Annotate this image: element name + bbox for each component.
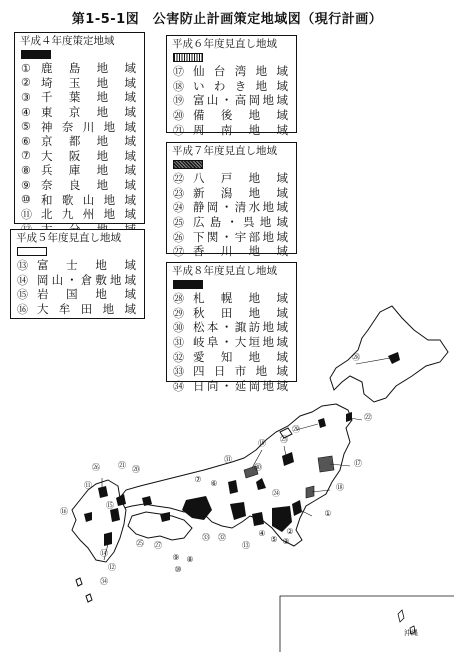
map-area-label: ㉖ — [92, 463, 100, 472]
legend-item-number: ⑱ — [173, 79, 184, 93]
map-area-label: ⑳ — [132, 465, 140, 474]
legend-item-number: ㉗ — [173, 245, 184, 259]
southern-islet — [86, 594, 92, 602]
map-area-label: ⑰ — [354, 459, 362, 468]
legend-item-name: 備 後 地 域 — [193, 108, 288, 123]
legend-item-number: ㉜ — [173, 350, 184, 364]
legend-item-name: 富 山 ・ 高 岡 地 域 — [193, 93, 288, 108]
map-area-label: ㉙ — [292, 425, 300, 434]
legend-item-name: 新 潟 地 域 — [193, 185, 288, 200]
legend-item-name: 周 南 地 域 — [193, 122, 288, 137]
map-area-label: ⑲ — [258, 439, 266, 448]
legend-item-name: 日 向 ・ 延 岡 地 域 — [193, 378, 288, 393]
legend-item-number: ㉙ — [173, 306, 184, 320]
legend-item-name: 広 島 ・ 呉 地 域 — [193, 215, 288, 230]
map-area-label: ㉜ — [218, 533, 226, 542]
legend-item-number: ⑤ — [21, 120, 31, 134]
legend-item-number: ⑮ — [17, 288, 28, 302]
legend-heading: 平成６年度見直し地域 — [172, 38, 277, 50]
legend-heading: 平成８年度見直し地域 — [172, 265, 277, 277]
legend-item-name: 神 奈 川 地 域 — [41, 119, 136, 134]
legend-item-number: ㉒ — [173, 172, 184, 186]
map-area-label: ⑦ — [194, 475, 202, 484]
map-area-label: ③ — [282, 537, 290, 546]
legend-item-number: ⑳ — [173, 109, 184, 123]
map-area-label: ⑤ — [270, 535, 278, 544]
legend-item-name: 松 本 ・ 諏 訪 地 域 — [193, 320, 288, 335]
legend-item-number: ㉛ — [173, 336, 184, 350]
map-area-label: ㉒ — [364, 413, 372, 422]
legend-item-number: ㉝ — [173, 365, 184, 379]
map-area-label: ⑯ — [60, 507, 68, 516]
legend-item-number: ⑪ — [21, 208, 32, 222]
map-area-label: ㉚ — [254, 463, 262, 472]
legend-item-name: 札 幌 地 域 — [193, 291, 288, 306]
map-area-label: ㉝ — [202, 533, 210, 542]
okinawa-inset-frame — [280, 596, 454, 652]
legend-item-number: ⑩ — [21, 193, 31, 207]
legend-item-number: ㉖ — [173, 230, 184, 244]
legend-item-name: 愛 知 地 域 — [193, 349, 288, 364]
legend-item-number: ② — [21, 76, 31, 90]
legend-item-number: ㉕ — [173, 216, 184, 230]
legend-item-name: 仙 台 湾 地 域 — [193, 64, 288, 79]
legend-item-name: 大 牟 田 地 域 — [37, 302, 136, 317]
legend-item-number: ③ — [21, 90, 31, 104]
legend-item-name: 奈 良 地 域 — [41, 178, 136, 193]
legend-item-name: 和 歌 山 地 域 — [41, 192, 136, 207]
legend-item-name: 埼 玉 地 域 — [41, 75, 136, 90]
legend-item-name: 下 関 ・ 宇 部 地 域 — [193, 229, 288, 244]
okinawa-label: 沖縄 — [404, 629, 418, 637]
legend-item-name: 大 阪 地 域 — [41, 148, 136, 163]
legend-item-number: ⑧ — [21, 163, 31, 177]
legend-item-name: 四 日 市 地 域 — [193, 364, 288, 379]
legend-item-number: ㉓ — [173, 186, 184, 200]
southern-islet — [76, 578, 82, 586]
legend-item-name: い わ き 地 域 — [193, 78, 288, 93]
area-fuji — [252, 512, 264, 526]
map-area-label: ⑱ — [336, 483, 344, 492]
legend-item-number: ㉚ — [173, 321, 184, 335]
legend-heading: 平成５年度見直し地域 — [16, 232, 121, 244]
map-area-label: ⑬ — [242, 541, 250, 550]
map-area-label: ⑭ — [100, 549, 108, 558]
legend-item-name: 北 九 州 地 域 — [41, 207, 136, 222]
legend-item-name: 岐 阜 ・ 大 垣 地 域 — [193, 335, 288, 350]
map-area-label: ⑮ — [106, 501, 114, 510]
figure-title: 第1-5-1図 公害防止計画策定地域図（現行計画） — [71, 12, 383, 27]
map-area-label: ④ — [258, 529, 266, 538]
legend-item-name: 八 戸 地 域 — [193, 171, 288, 186]
legend-item-number: ㉑ — [173, 123, 184, 137]
legend-item-number: ⑰ — [173, 65, 184, 79]
legend-item-name: 富 士 地 域 — [37, 258, 136, 273]
legend-item-name: 鹿 島 地 域 — [41, 61, 136, 76]
map-area-label: ⑩ — [174, 565, 182, 574]
hokkaido-island — [330, 306, 448, 402]
legend-item-number: ④ — [21, 105, 31, 119]
legend-item-number: ⑭ — [17, 273, 28, 287]
map-area-label: ㉗ — [154, 541, 162, 550]
legend-item-name: 千 葉 地 域 — [41, 90, 136, 105]
area-hyuga — [104, 532, 112, 546]
legend-item-name: 秋 田 地 域 — [193, 305, 288, 320]
map-area-label: ㉞ — [100, 577, 108, 586]
legend-item-number: ㉞ — [173, 379, 184, 393]
map-area-label: ⑥ — [210, 479, 218, 488]
map-area-label: ㉕ — [136, 539, 144, 548]
map-area-label: ⑫ — [108, 563, 116, 572]
legend-item-name: 兵 庫 地 域 — [41, 163, 136, 178]
map-area-label: ㉘ — [352, 353, 360, 362]
shikoku-island — [128, 512, 192, 540]
legend-heading: 平成４年度策定地域 — [20, 35, 115, 47]
map-area-label: ㉓ — [280, 435, 288, 444]
legend-item-number: ⑨ — [21, 178, 31, 192]
legend-item-number: ㉘ — [173, 292, 184, 306]
map-area-label: ⑧ — [186, 555, 194, 564]
legend-item-number: ① — [21, 61, 31, 75]
map-area-label: ⑨ — [172, 553, 180, 562]
legend-item-name: 香 川 地 域 — [193, 244, 288, 259]
legend-item-name: 静 岡 ・ 清 水 地 域 — [193, 200, 288, 215]
map-area-label: ㉑ — [118, 461, 126, 470]
legend-heading: 平成７年度見直し地域 — [172, 145, 277, 157]
legend-item-name: 岡 山 ・ 倉 敷 地 域 — [37, 272, 136, 287]
legend-item-number: ⑬ — [17, 259, 28, 273]
legend-item-number: ⑦ — [21, 149, 31, 163]
map-area-label: ⑪ — [84, 481, 92, 490]
legend-item-number: ㉔ — [173, 201, 184, 215]
legend-item-name: 岩 国 地 域 — [37, 287, 136, 302]
legend-item-number: ⑥ — [21, 134, 31, 148]
map-area-label: ② — [286, 527, 294, 536]
legend-item-name: 京 都 地 域 — [41, 134, 136, 149]
legend-item-number: ⑲ — [173, 94, 184, 108]
legend-item-number: ⑯ — [17, 303, 28, 317]
map-area-label: ① — [324, 509, 332, 518]
legend-item-name: 東 京 地 域 — [41, 105, 136, 120]
map-area-label: ㉛ — [224, 455, 232, 464]
map-area-label: ㉔ — [272, 489, 280, 498]
